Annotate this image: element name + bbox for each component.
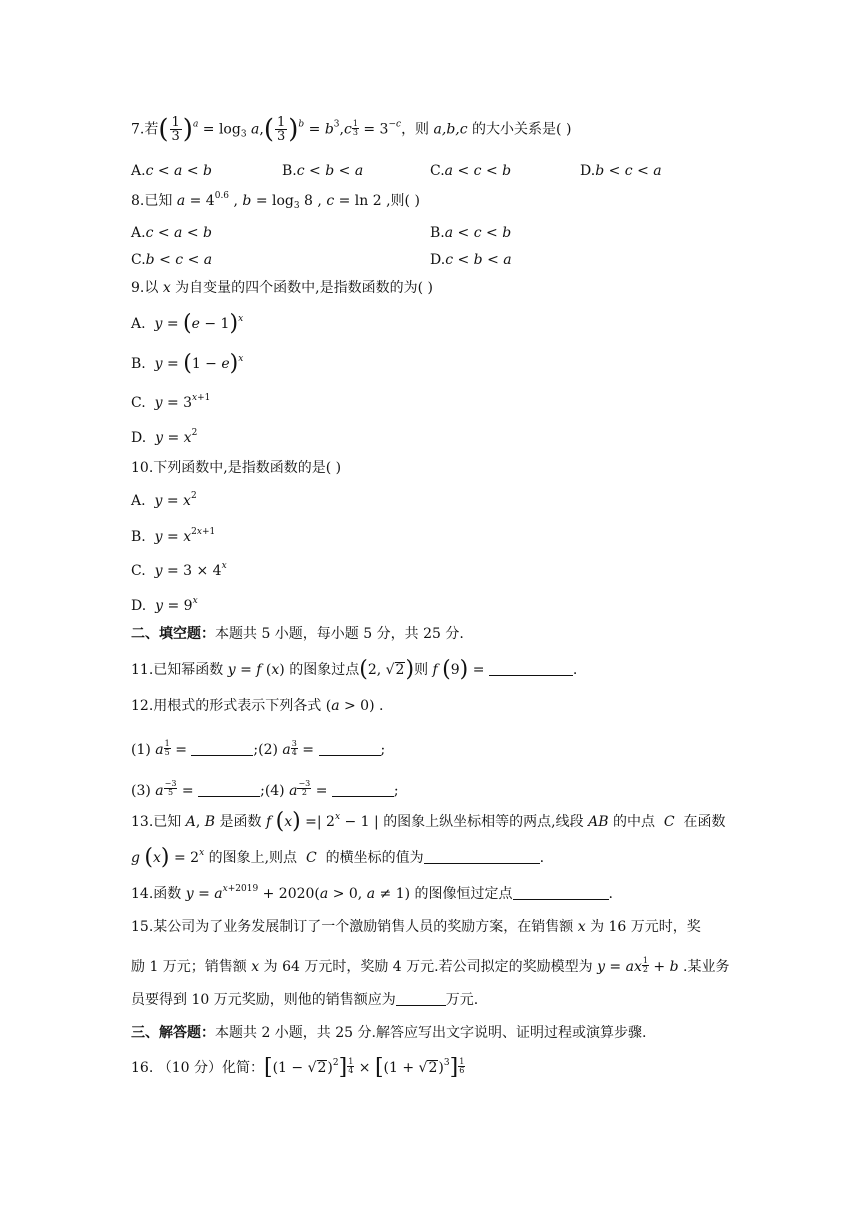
q9-option-c: C. $y = 3^{x+1}$ [131,393,211,411]
q10-option-b: B. $y = x^{2x+1}$ [131,527,216,545]
q11-stem: 11.已知幂函数 y = f (x) 的图象过点(2, √2)则 f (9) = . [131,657,578,682]
q9-option-a: A. $y = (e - 1)^x$ [131,311,244,336]
q10-stem: 10.下列函数中,是指数函数的是( ) [131,460,342,476]
q7-stem: 7.若( $\frac{1}{3}$ )$^a = \log_3 a$,( $\frac{1}{3}$ )$^b = b^3,c$ $\frac{1}{3}$ = $3^{-c}$，则 a,b,c 的大小关系是( ) [131,114,572,145]
q15-line3: 员要得到 10 万元奖励，则他的销售额应为 万元. [131,992,479,1008]
q8-option-c: C.b < c < a [131,252,213,268]
q9-option-d: D. $y = x^2$ [131,428,198,446]
q7-option-b: B.c < b < a [282,163,364,179]
q7-option-d: D.b < c < a [580,163,662,179]
q9-option-b: B. $y = (1 - e)^x$ [131,351,244,376]
q12-stem: 12.用根式的形式表示下列各式 (a > 0) . [131,698,384,714]
q13-stem-line2: g $(x) = 2^x$ 的图象上,则点 C 的横坐标的值为 . [131,845,545,870]
q12-items-1-2: (1) a $\frac{1}{5}$ = ;(2) a $\frac{3}{4}$ = ; [131,739,386,758]
q10-option-d: D. $y = 9^x$ [131,596,198,614]
q10-option-a: A. $y = x^2$ [131,491,197,509]
q10-option-c: C. $y = 3 \times 4^x$ [131,561,227,579]
q8-stem: 8.已知 $a = 4^{0.6}$ , $b = \log_3 8$ , c = ln 2 ,则( ) [131,191,420,211]
q14-stem: 14.函数 $y = a^{x+2019} + 2020(a > 0$, a ≠ 1) 的图像恒过定点 . [131,884,613,902]
q8-option-a: A.c < a < b [131,225,213,241]
q13-stem-line1: 13.已知 A, B 是函数 f (x) =| $2^x - 1$ | 的图象上纵坐标相等的两点,线段 AB 的中点 C 在函数 [131,809,726,834]
q12-items-3-4: (3) a $\frac{-3}{5}$ = ;(4) a $\frac{-3}{2}$ = ; [131,779,399,799]
q15-line2: 励 1 万元；销售额 x 为 64 万元时，奖励 4 万元.若公司拟定的奖励模型为 y = ax $\frac{1}{2}$ + b .某业务 [131,956,730,975]
q7-option-a: A.c < a < b [131,163,213,179]
q15-line1: 15.某公司为了业务发展制订了一个激励销售人员的奖励方案，在销售额 x 为 16 万元时，奖 [131,919,701,935]
section-answer-heading: 三、解答题：本题共 2 小题，共 25 分.解答应写出文字说明、证明过程或演算步骤. [131,1025,647,1041]
q8-option-b: B.a < c < b [430,225,512,241]
q16-stem: 16. （10 分）化简：$[(1 - √2)^2]$ $\frac{1}{4}$ × $[(1 + √2)^3]$ $\frac{1}{6}$ [131,1055,465,1080]
section-fill-in-heading: 二、填空题：本题共 5 小题，每小题 5 分，共 25 分. [131,626,464,642]
q7-option-c: C.a < c < b [430,163,512,179]
q8-option-d: D.c < b < a [430,252,512,268]
q9-stem: 9.以 x 为自变量的四个函数中,是指数函数的为( ) [131,280,433,296]
